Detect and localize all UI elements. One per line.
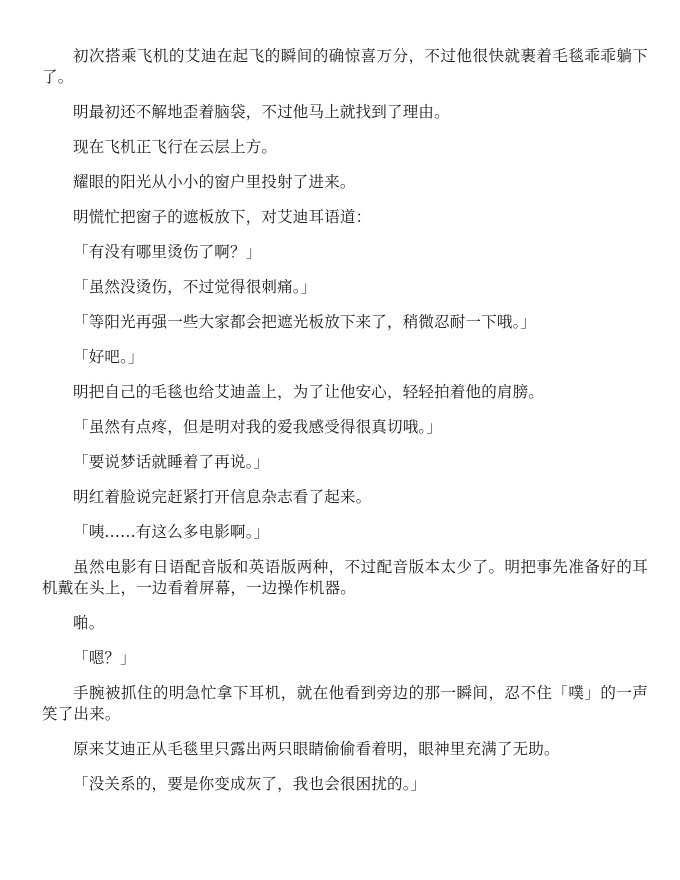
paragraph: 「嗯？」 xyxy=(73,649,136,667)
paragraph: 原来艾迪正从毛毯里只露出两只眼睛偷偷看着明，眼神里充满了无助。 xyxy=(73,740,560,758)
paragraph: 明最初还不解地歪着脑袋，不过他马上就找到了理由。 xyxy=(73,103,450,121)
paragraph: 手腕被抓住的明急忙拿下耳机，就在他看到旁边的那一瞬间，忍不住「噗」的一声笑了出来。 xyxy=(42,684,648,723)
paragraph: 明慌忙把窗子的遮板放下，对艾迪耳语道： xyxy=(73,208,372,226)
paragraph: 明把自己的毛毯也给艾迪盖上，为了让他安心，轻轻拍着他的肩膀。 xyxy=(73,383,545,401)
paragraph: 「虽然有点疼，但是明对我的爱我感受得很真切哦。」 xyxy=(73,418,443,436)
paragraph: 现在飞机正飞行在云层上方。 xyxy=(73,138,278,156)
paragraph: 「要说梦话就睡着了再说。」 xyxy=(73,453,270,471)
paragraph: 明红着脸说完赶紧打开信息杂志看了起来。 xyxy=(73,488,372,506)
paragraph: 虽然电影有日语配音版和英语版两种，不过配音版本太少了。明把事先准备好的耳机戴在头上，一边看着屏幕，一边操作机器。 xyxy=(42,558,648,597)
paragraph: 「虽然没烫伤，不过觉得很刺痛。」 xyxy=(73,278,317,296)
paragraph: 啪。 xyxy=(73,614,105,632)
paragraph: 「好吧。」 xyxy=(73,348,144,366)
paragraph: 「有没有哪里烫伤了啊？」 xyxy=(73,243,262,261)
paragraph: 「没关系的，要是你变成灰了，我也会很困扰的。」 xyxy=(73,775,427,793)
paragraph: 「咦……有这么多电影啊。」 xyxy=(73,523,270,541)
paragraph: 「等阳光再强一些大家都会把遮光板放下来了，稍微忍耐一下哦。」 xyxy=(73,313,537,331)
paragraph: 耀眼的阳光从小小的窗户里投射了进来。 xyxy=(73,173,356,191)
paragraph: 初次搭乘飞机的艾迪在起飞的瞬间的确惊喜万分，不过他很快就裹着毛毯乖乖躺下了。 xyxy=(42,47,648,86)
